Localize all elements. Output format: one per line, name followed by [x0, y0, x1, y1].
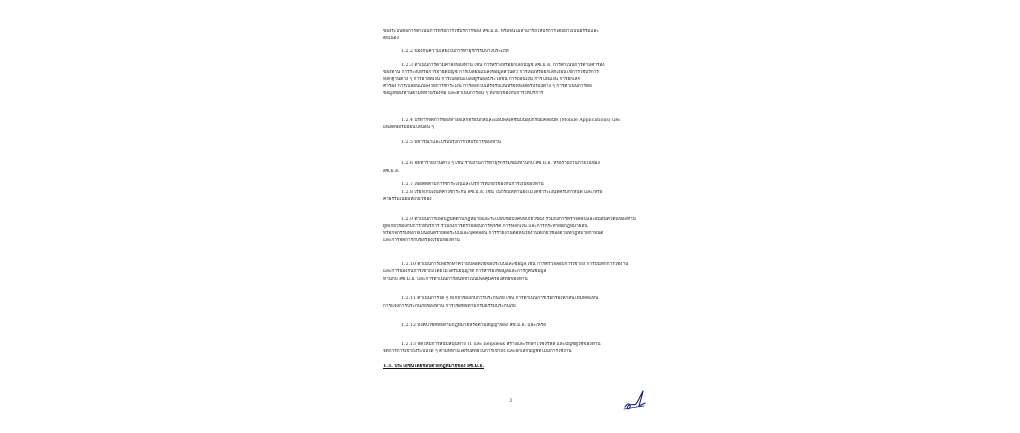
text-line: แพลตฟอร์มออนไลน์อื่น ๆ	[383, 125, 434, 130]
text-line: 1.2.5 พิจารณาและปรับปรุงการให้บริการของท่าน	[401, 140, 501, 145]
text-line: ข้อมูลของท่านตามที่ท่านร้องขอ และดำเนินการอื่น ๆ ที่เกี่ยวข้องกับการให้บริการ	[383, 91, 544, 96]
text-line: หลักฐานต่าง ๆ การอายัดเงิน การเปลี่ยนแปลงผู้รับผลประโยชน์ การถอนเงิน การโอนเงิน การยกเลิก	[383, 77, 581, 82]
text-line: 1.2.2 ป้องกันความเสี่ยงในการทำธุรกรรมบางประเภท	[401, 49, 509, 54]
text-line: และการจัดการกับข้อร้องเรียนของท่าน	[383, 238, 460, 243]
text-line: 1.2.10 ดำเนินการเพื่อรักษาความปลอดภัยของระบบและข้อมูล เช่น การตรวจสอบการเข้าถึง การบันทึกการใช้งาน	[401, 262, 629, 267]
text-line: ของท่าน การระงับหรือการอายัดบัญชี การเปลี่ยนแปลงข้อมูลส่วนตัว การเพิ่มหรือยกเลิกเงื่อนไขการใช้บริการ	[383, 70, 599, 75]
text-line: สซ.ม.อ.	[383, 169, 400, 174]
text-line: และการป้องกันการเข้าถึงโดยไม่ได้รับอนุญาต การสำรองข้อมูลและการกู้คืนข้อมูล	[383, 269, 547, 274]
text-line: ต่อเนื่อง	[383, 36, 399, 41]
text-line: คำร้อง การเปลี่ยนแปลงวิธีการชำระเงิน การออกใบเสร็จรับเงินหรือหนังสือรับรองต่าง ๆ การดำเนินการต่อ	[383, 84, 592, 89]
text-line: 1.2.6 จัดทำรายงานต่าง ๆ เช่น รายงานการทำธุรกรรมของท่านกับ สซ.ม.อ. หรือรายงานภายในของ	[401, 161, 600, 166]
text-line: 1.2.8 เรียกเก็บเงินที่ค้างชำระกับ สซ.ม.อ. เช่น ในกรณีที่ท่านยังไม่ได้ชำระเงินที่ครบกำหนด และ/หรือ	[401, 190, 603, 195]
text-line: ท่านกับ สซ.ม.อ. และการดำเนินการอื่นที่จำเป็นเพื่อคุ้มครองสิทธิของท่าน	[383, 277, 528, 282]
text-line: ของระบบต่อการดำเนินการหรือการใช้บริการของ สซ.ม.อ. หรือจนไม่สามารถให้บริการได้อย่างเป็นธรรมและ	[383, 29, 599, 34]
text-line: การแจ้งการประกันภัยของท่าน การใช้สิทธิตามกรมธรรม์ประกันภัย	[383, 304, 516, 309]
section-heading: 1.3. ประโยชน์โดยชอบด้วยกฎหมายของ สซ.ม.อ.	[383, 364, 484, 369]
text-line: จัดการการเข้าถึงระบบใด ๆ ตามที่ท่านได้รับสิทธิ์ในการเข้าถึง และยกเลิกบัญชีที่ไม่มีการใช้งาน	[383, 349, 572, 354]
text-line: 1.2.4 บริหารจัดการช่องทางอิเล็กทรอนิกส์และแอปพลิเคชันบนอุปกรณ์เคลื่อนที่ (Mobile Applications) และ	[401, 118, 621, 123]
text-line: 1.2.13 จัดให้มีการสนับสนุนทาง IT และ helpdesk สร้างและรักษาไว้ซึ่งรหัส และบัญชีผู้ใช้ของท่าน	[401, 342, 601, 347]
text-line: 1.2.11 ดำเนินการใด ๆ ที่เกี่ยวข้องกับการประกันภัย เช่น การดำเนินการเรียกร้องค่าสินไหมทดแทน	[401, 296, 599, 301]
text-line: 1.2.9 ดำเนินการเพื่อปฏิบัติตามกฎหมายและระเบียบข้อบังคับที่เกี่ยวข้อง รวมถึงการตรวจสอบและยืนยันตัวตนของท่าน	[401, 217, 636, 222]
document-page	[361, 0, 659, 433]
text-line: ผู้ที่เกี่ยวข้องกับการให้บริการ รวมถึงการตรวจสอบการทุจริต การฟอกเงิน และการกระทำผิดกฎหมายอื่น	[383, 224, 588, 229]
text-line: หรือกิจกรรมที่อาจเป็นอันตรายต่อระบบและบุคคลอื่น การรายงานต่อหน่วยงานที่เกี่ยวข้องตามที่กฎหมายกำหนด	[383, 231, 604, 236]
text-line: 1.2.3 ดำเนินการตามคำสั่งของท่าน เช่น การสร้างหรือยกเลิกบัญชี สซ.ม.อ. การดำเนินการตามคำร้อง	[401, 63, 605, 68]
signature-mark	[622, 388, 648, 412]
text-line: 1.2.7 เพื่อติดตามการชำระเงินและบริการที่เกี่ยวข้องกับการเงินของท่าน	[401, 182, 544, 187]
page-number: 3	[509, 398, 513, 404]
text-line: 1.2.12 บังคับใช้สิทธิตามกฎหมายหรือตามสัญญาของ สซ.ม.อ. และ/หรือ	[401, 323, 546, 328]
text-line: ค่าธรรมเนียมที่เกี่ยวข้อง	[383, 197, 432, 202]
